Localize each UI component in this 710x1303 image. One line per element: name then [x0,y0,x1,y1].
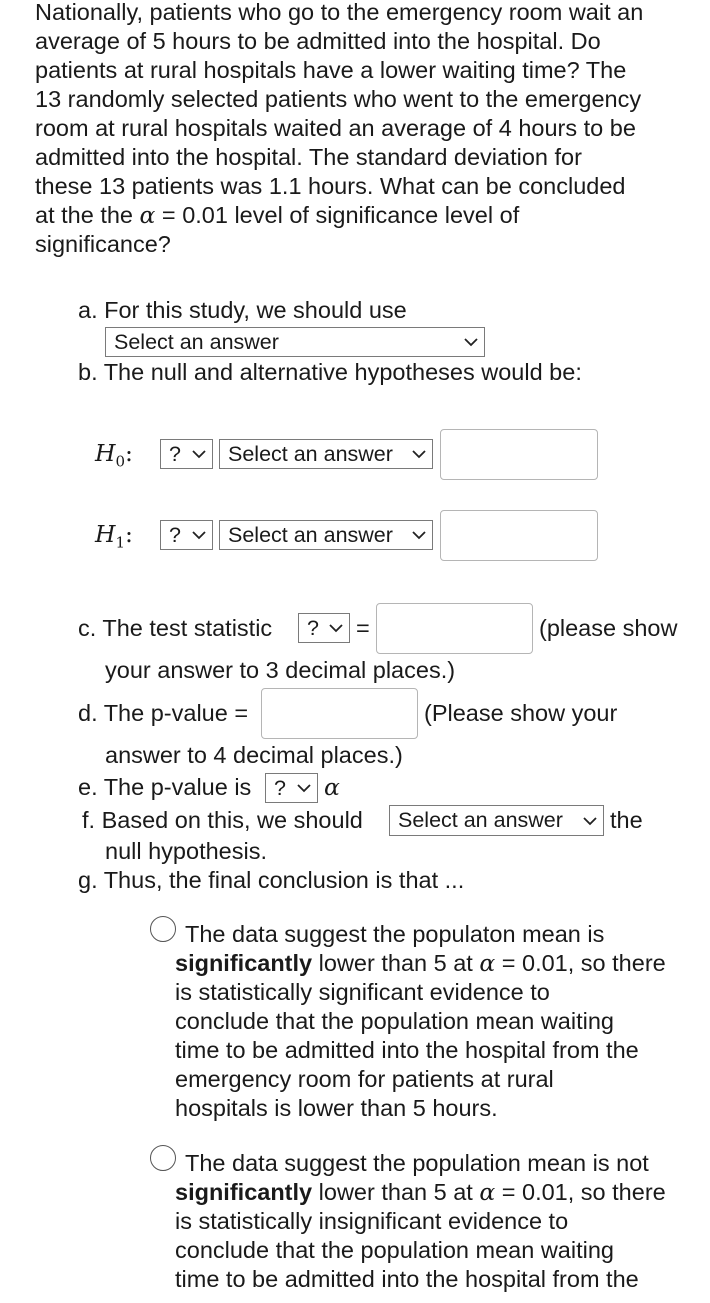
option-2-line: conclude that the population mean waiting [175,1237,614,1263]
option-1-line: time to be admitted into the hospital from the [175,1037,639,1063]
h0-value-input[interactable] [440,429,598,480]
h0-label [95,439,133,477]
question-line: significance? [35,231,171,257]
chevron-down-icon [297,783,311,793]
question-line: average of 5 hours to be admitted into the hospital. Do [35,28,601,54]
option-2-text: lower than 5 at [312,1179,480,1205]
part-d-label: d. The p-value = [78,700,249,726]
question-line: 13 randomly selected patients who went to the emergency [35,86,642,112]
chevron-down-icon [412,530,426,540]
part-a-label: a. For this study, we should use [78,297,407,323]
h0-subscript: 0 [115,452,126,471]
h0-relation-select[interactable] [219,439,433,469]
question-line: admitted into the hospital. The standard deviation for [35,144,582,170]
option-1-line: conclude that the population mean waiting [175,1008,614,1034]
p-value-input[interactable] [261,688,418,739]
h1-label [95,520,133,558]
question-text: = 0.01 level of significance level of [155,202,520,228]
h1-relation-value: Select an answer [228,522,393,547]
option-2-line: is statistically insignificant evidence to [175,1208,569,1234]
chevron-down-icon [329,623,343,633]
decision-select[interactable] [389,805,604,836]
h1-value-input[interactable] [440,510,598,561]
option-1-line: emergency room for patients at rural [175,1066,554,1092]
part-e-label: e. The p-value is [78,774,252,800]
part-d-note-cont: answer to 4 decimal places.) [105,742,403,768]
study-type-select-value: Select an answer [114,329,279,354]
test-statistic-select-value: ? [307,615,319,640]
h1-symbol: H [95,520,116,548]
h0-relation-value: Select an answer [228,441,393,466]
conclusion-option-1-radio[interactable] [150,916,176,942]
alpha-symbol: α [324,773,340,801]
option-1-text: lower than 5 at [312,950,480,976]
alpha-symbol: α [479,1178,496,1206]
option-1-line: hospitals is lower than 5 hours. [175,1095,498,1121]
conclusion-option-2-radio[interactable] [150,1145,176,1171]
h1-subscript: 1 [115,533,126,552]
option-1-line: The data suggest the populaton mean is [185,921,605,947]
h0-parameter-value: ? [169,441,181,466]
option-1-line [175,949,666,978]
h1-relation-select[interactable] [219,520,433,550]
part-c-label: c. The test statistic [78,615,273,641]
option-2-line [175,1178,666,1207]
question-line: room at rural hospitals waited an average of 4 hours to be [35,115,636,141]
h1-colon: : [125,520,133,548]
h0-colon: : [125,439,133,467]
alpha-symbol: α [139,201,156,229]
decision-select-value: Select an answer [398,808,563,832]
part-f-suffix: the [610,807,643,833]
chevron-down-icon [192,530,206,540]
equals-sign: = [356,615,370,641]
study-type-select[interactable] [105,327,485,357]
chevron-down-icon [464,337,478,347]
part-f-label: f. Based on this, we should [82,807,363,833]
alpha-symbol: α [479,949,496,977]
question-text: at the the [35,202,140,228]
test-statistic-input[interactable] [376,603,533,654]
chevron-down-icon [583,816,597,826]
test-statistic-select[interactable] [298,613,350,643]
option-2-line: The data suggest the population mean is not [185,1150,649,1176]
option-2-text: = 0.01, so there [495,1179,666,1205]
question-line: these 13 patients was 1.1 hours. What can be concluded [35,173,626,199]
part-f-line2: null hypothesis. [105,838,267,864]
option-2-bold: significantly [175,1179,313,1205]
chevron-down-icon [412,449,426,459]
option-1-bold: significantly [175,950,313,976]
question-line: Nationally, patients who go to the emergency room wait an [35,0,644,25]
h0-parameter-select[interactable] [160,439,213,469]
p-value-comparison-select[interactable] [265,773,318,803]
part-c-note-cont: your answer to 3 decimal places.) [105,657,456,683]
question-line-alpha [35,201,519,230]
chevron-down-icon [192,449,206,459]
h1-parameter-value: ? [169,522,181,547]
h1-parameter-select[interactable] [160,520,213,550]
part-c-note: (please show [539,615,678,641]
h0-symbol: H [95,439,116,467]
option-2-line: time to be admitted into the hospital from the [175,1266,639,1292]
part-g-label: g. Thus, the final conclusion is that ... [78,867,465,893]
question-line: patients at rural hospitals have a lower waiting time? The [35,57,627,83]
option-1-line: is statistically significant evidence to [175,979,550,1005]
option-1-text: = 0.01, so there [495,950,666,976]
part-d-note: (Please show your [424,700,618,726]
part-b-label: b. The null and alternative hypotheses would be: [78,359,582,385]
p-value-comparison-value: ? [274,775,286,800]
